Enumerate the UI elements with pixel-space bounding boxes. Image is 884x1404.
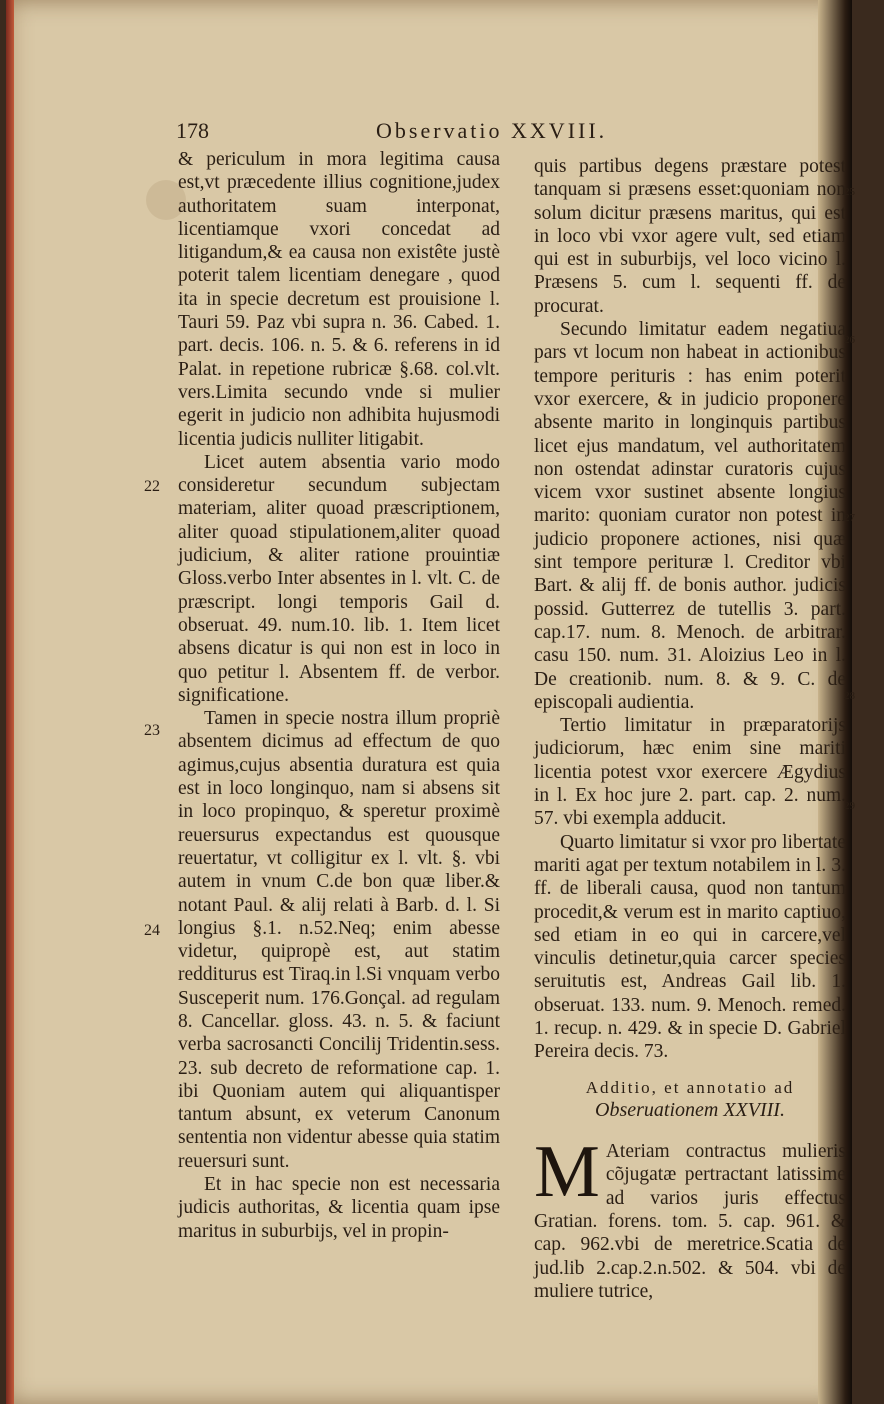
page-left-edge	[6, 0, 14, 1404]
right-column	[534, 155, 846, 1303]
paragraph: Tamen in specie nostra illum propriè absentem dicimus ad effectum de quo agimus,cujus absentia duratura est quia est in loco longinquo, nam si absens sit in loco propinquo, & speretur proximè reuersurus expectandus est quousque reuertatur, vt colligitur ex l. vlt. §. vbi autem in vnum C.de bon quæ liber.& notant Paul. & alij relati à Barb. d. l. Si longius §.1. n.52.Neq; enim abesse videtur, quipropè est, aut statim redditurus est Tiraq.in l.Si vnquam verbo Susceperit num. 176.Gonçal. ad regulam 8. Cancellar. gloss. 43. n. 5. & faciunt verba sacrosancti Concilij Tridentin.sess. 23. sub decreto de reformatione cap. 1. ibi Quoniam autem qui aliquantisper tantum absunt, ex veterum Canonum sententia non videntur abesse quia statim reuersuri sunt.	[178, 708, 500, 1172]
paragraph: & periculum in mora legitima causa est,vt præcedente illius cognitione,judex authoritatem suam interponat, licentiamque vxori concedat ad litigandum,& ea causa non existête justè poterit talem licentiam denegare , quod ita in specie decretum est prouisione l. Tauri 59. Paz vbi supra n. 36. Cabed. 1. part. decis. 106. n. 5. & 6. referens in id Palat. in repetione rubricæ §.68. col.vlt. vers.Limita secundo vnde si mulier egerit in judicio non adhibita hujusmodi licentia judicis nulliter litigabit.	[178, 149, 500, 450]
margin-number-23: 23	[144, 722, 160, 739]
left-column	[178, 148, 500, 1243]
addition-heading: Additio, et annotatio ad	[585, 1077, 795, 1097]
page-header	[176, 118, 696, 152]
paragraph: Licet autem absentia vario modo consideretur secundum subjectam materiam, aliter quoad præscriptionem, aliter quoad stipulationem,aliter quoad judicium, & aliter ratione prouintiæ Gloss.verbo Inter absentes in l. vlt. C. de præscript. longi temporis Gail d. obseruat. 49. num.10. lib. 1. Item licet absens dicatur is qui non est in loco in quo petitur l. Absentem ff. de verbor. significatione.	[178, 451, 500, 706]
margin-number-26: 26	[844, 334, 855, 346]
addition-subheading: Obseruationem XXVIII.	[595, 1098, 785, 1121]
book-page	[6, 0, 855, 1404]
page-number: 178	[176, 118, 209, 143]
paragraph: Et in hac specie non est necessaria judicis authoritas, & licentia quam ipse maritus in suburbijs, vel in propin-	[178, 1174, 500, 1242]
margin-number-25: 25	[844, 186, 855, 198]
paragraph: Tertio limitatur in præparatorijs judiciorum, hæc enim sine mariti licentia potest vxor exercere Ægydius in l. Ex hoc jure 2. part. cap. 2. num. 57. vbi exempla adducit.	[534, 715, 846, 830]
paragraph: Secundo limitatur eadem negatiua pars vt locum non habeat in actionibus tempore perituris : has enim poterit vxor exercere, & in judicio proponere absente marito in longinquis partibus licet ejus mandatum, vel authoritatem non ostendat adinstar curatoris cujus vicem vxor sustinet absente longius marito: quoniam curator non potest in judicio proponere actiones, nisi quæ sint tempore perituræ l. Creditor vbi Bart. & alij ff. de bonis author. judicis possid. Gutterrez de tutellis 3. part. cap.17. num. 8. Menoch. de arbitrar. casu 150. num. 31. Aloizius Leo in l. De creationib. num. 8. & 9. C. de episcopali audientia.	[534, 319, 846, 713]
drop-cap: M	[534, 1131, 600, 1214]
running-title: Observatio XXVIII.	[376, 118, 608, 143]
paragraph: quis partibus degens præstare potest tanquam si præsens esset:quoniam non solum dicitur præsens maritus, qui est in loco vbi vxor agere vult, sed etiam qui est in suburbijs, vel loco vicino l. Præsens 5. cum l. sequenti ff. de procurat.	[534, 156, 846, 317]
margin-number-22: 22	[144, 478, 160, 495]
addition-text: Ateriam contractus mulieris cõjugatæ pertractant latissime ad varios juris effectus Gratian. forens. tom. 5. cap. 961. & cap. 962.vbi de meretrice.Scatia de jud.lib 2.cap.2.n.502. & 504. vbi de muliere tutrice,	[534, 1141, 846, 1302]
addition-paragraph	[534, 1131, 846, 1303]
margin-number-27: 27	[844, 512, 855, 524]
margin-number-24: 24	[144, 922, 160, 939]
margin-number-29: 29	[844, 800, 855, 812]
margin-number-28: 28	[844, 690, 855, 702]
paragraph: Quarto limitatur si vxor pro libertate mariti agat per textum notabilem in l. 3. ff. de liberali causa, quod non tantum procedit,& verum est in marito captiuo, sed etiam in eo qui in carcere,vel vinculis detinetur,quia carcer species seruitutis est, Andreas Gail lib. 1. obseruat. 133. num. 9. Menoch. remed. 1. recup. n. 429. & in specie D. Gabriel Pereira decis. 73.	[534, 831, 846, 1063]
